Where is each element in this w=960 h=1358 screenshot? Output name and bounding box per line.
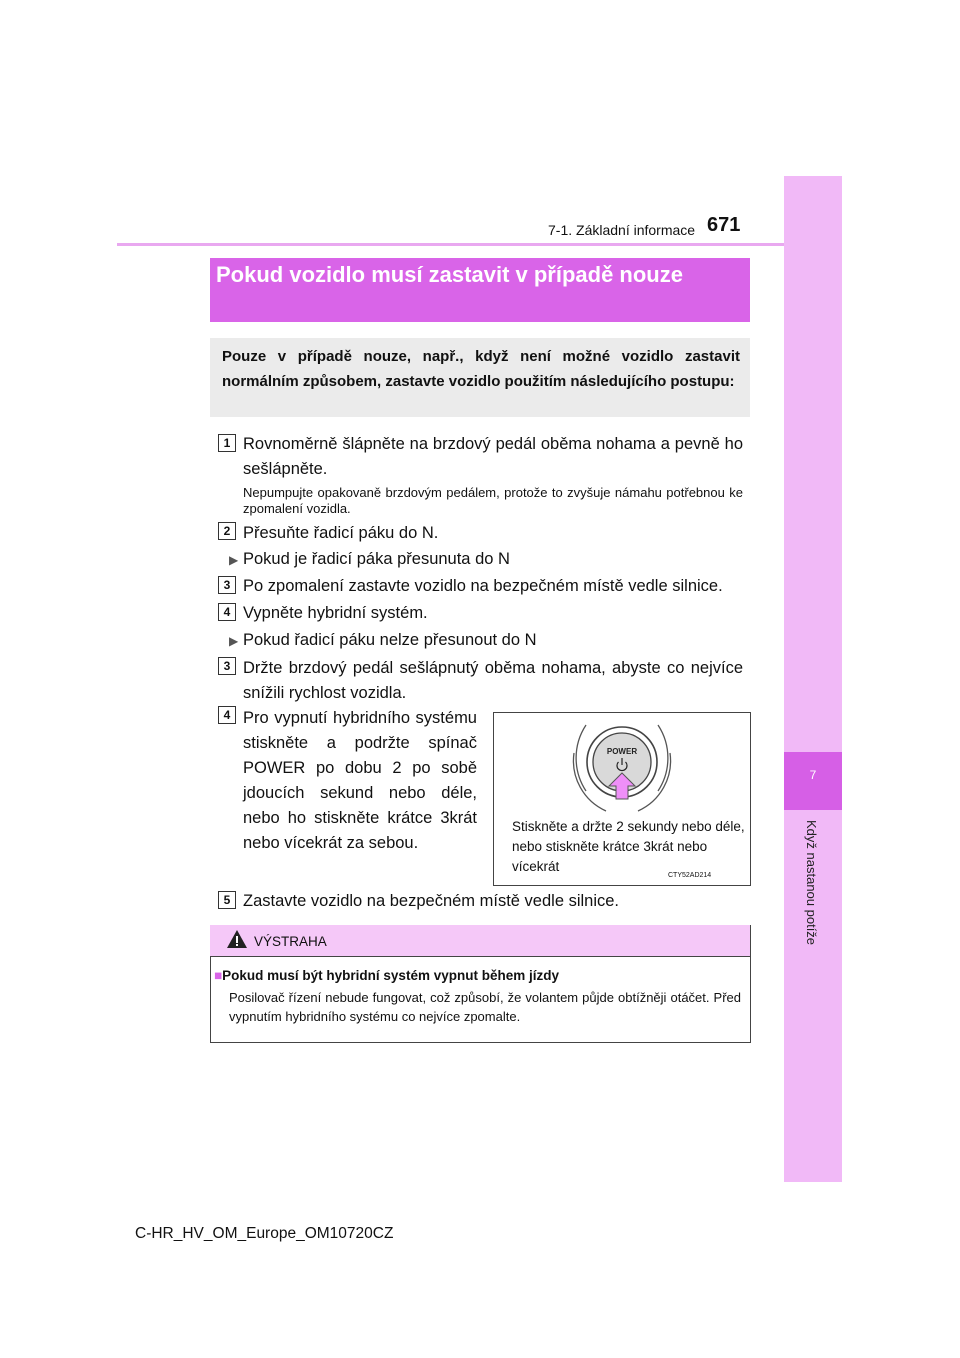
arrow-right-icon: ▶ <box>229 553 239 567</box>
warning-icon <box>226 929 248 954</box>
step-text: Pro vypnutí hybridního systému stiskněte a podržte spínač POWER po dobu 2 po sobě jdoucích sekund nebo déle, nebo ho stiskněte krátce 3krát nebo vícekrát za sebou. <box>243 709 477 852</box>
square-bullet-icon: ■ <box>214 968 223 983</box>
step-number: 4 <box>218 706 236 724</box>
step-number: 5 <box>218 891 236 909</box>
warning-heading <box>214 968 559 983</box>
step-text: Vypněte hybridní systém. <box>243 604 428 622</box>
step-text: Rovnoměrně šlápněte na brzdový pedál oběma nohama a pevně ho sešlápněte. <box>243 435 743 478</box>
warning-title: VÝSTRAHA <box>254 934 327 949</box>
intro-text: Pouze v případě nouze, např., když není možné vozidlo zastavit normálním způsobem, zastavte vozidlo použitím následujícího postupu: <box>222 348 740 390</box>
warning-heading-text: Pokud musí být hybridní systém vypnut během jízdy <box>222 968 559 983</box>
case-heading: Pokud řadicí páku nelze přesunout do N <box>243 631 537 649</box>
warning-body: Posilovač řízení nebude fungovat, což způsobí, že volantem půjde obtížněji otáčet. Před vypnutím hybridního systému co nejvíce zpomalte. <box>229 990 741 1024</box>
step-number: 3 <box>218 657 236 675</box>
chapter-tab <box>784 176 842 1182</box>
header-rule <box>117 243 784 246</box>
step-number: 3 <box>218 576 236 594</box>
chapter-number: 7 <box>809 768 817 782</box>
power-button-label: POWER <box>606 747 638 756</box>
figure-caption: Stiskněte a držte 2 sekundy nebo déle, nebo stiskněte krátce 3krát nebo vícekrát <box>512 819 745 874</box>
step-text: Zastavte vozidlo na bezpečném místě vedle silnice. <box>243 892 620 910</box>
step-number: 4 <box>218 603 236 621</box>
page-title: Pokud vozidlo musí zastavit v případě nouze <box>216 262 683 287</box>
arrow-right-icon: ▶ <box>229 634 239 648</box>
step-note: Nepumpujte opakovaně brzdovým pedálem, protože to zvyšuje námahu potřebnou ke zpomalení vozidla. <box>243 485 743 516</box>
figure-code: CTY52AD214 <box>668 872 712 879</box>
step-text: Přesuňte řadicí páku do N. <box>243 524 439 542</box>
page-number: 671 <box>707 214 741 236</box>
chapter-label-wrap <box>784 820 842 970</box>
step-text: Po zpomalení zastavte vozidlo na bezpečném místě vedle silnice. <box>243 577 723 595</box>
step-text: Držte brzdový pedál sešlápnutý oběma nohama, abyste co nejvíce snížili rychlost vozidla. <box>243 659 743 702</box>
case-heading: Pokud je řadicí páka přesunuta do N <box>243 550 510 568</box>
document-id: C-HR_HV_OM_Europe_OM10720CZ <box>135 1225 394 1242</box>
chapter-label: Když nastanou potíže <box>804 820 819 946</box>
step-number: 1 <box>218 434 236 452</box>
section-title: 7-1. Základní informace <box>548 222 696 238</box>
step-number: 2 <box>218 522 236 540</box>
